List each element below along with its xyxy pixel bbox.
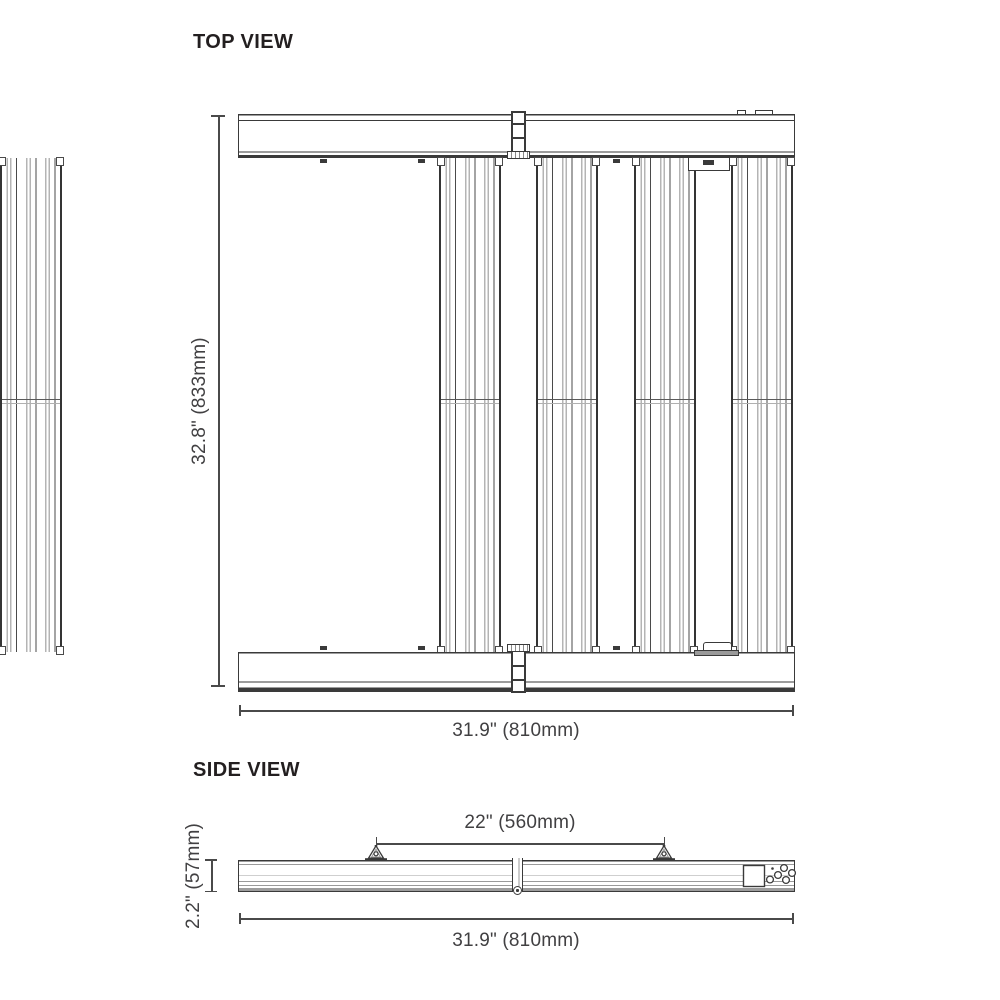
mounting-dot: [418, 159, 425, 163]
control-button: [783, 877, 790, 884]
center-joint-bracket-icon: [511, 652, 526, 693]
mounting-dot: [613, 646, 620, 650]
dimension-tick: [239, 705, 241, 716]
control-button: [775, 872, 782, 879]
height-dimension-line: [218, 116, 220, 686]
rail-tab: [737, 110, 746, 115]
mounting-dot: [418, 646, 425, 650]
display-screen: [744, 866, 765, 887]
dimension-tick: [239, 913, 241, 924]
top-view-title: TOP VIEW: [193, 31, 294, 53]
led-bar: [0, 158, 62, 652]
center-joint-bracket-icon: [511, 111, 526, 152]
bar-mount-cap: [729, 157, 795, 164]
mounting-dot: [613, 159, 620, 163]
mounting-dot: [320, 646, 327, 650]
side-view-height-label: 2.2" (57mm): [183, 822, 204, 930]
side-width-dimension-line: [239, 918, 793, 920]
dimension-tick: [792, 913, 794, 924]
control-button: [781, 865, 788, 872]
connector-mark: [703, 160, 714, 165]
dimension-tick: [211, 115, 225, 117]
dimension-tick: [205, 891, 217, 893]
rail-tab: [755, 110, 773, 115]
mounting-dot: [320, 159, 327, 163]
bar-mount-cap: [534, 157, 600, 164]
bar-mount-cap: [0, 157, 64, 164]
side-view-title: SIDE VIEW: [193, 759, 300, 781]
dimension-tick: [211, 685, 225, 687]
top-view-height-label: 32.8" (833mm): [189, 337, 210, 465]
side-height-dimension-line: [211, 860, 213, 892]
side-view-width-label: 31.9" (810mm): [452, 930, 580, 951]
led-bar: [731, 158, 793, 652]
driver-box: [688, 157, 730, 171]
hanger-spacing-dimension-line: [376, 843, 664, 845]
dimension-tick: [792, 705, 794, 716]
control-button: [767, 876, 774, 883]
indicator-dot: [771, 867, 774, 870]
driver-box-base: [694, 650, 739, 656]
control-button: [789, 870, 796, 877]
hanger-spacing-label: 22" (560mm): [464, 812, 576, 833]
led-bar: [634, 158, 696, 652]
joint-bolt-icon: [513, 886, 522, 895]
hanger-eyelet-icon: [653, 845, 675, 861]
dimension-tick: [205, 859, 217, 861]
bar-mount-cap: [437, 157, 503, 164]
top-view-width-label: 31.9" (810mm): [452, 720, 580, 741]
hanger-eyelet-icon: [365, 845, 387, 861]
bar-mount-cap: [0, 646, 64, 653]
control-panel: [738, 860, 800, 892]
led-bar: [536, 158, 598, 652]
bracket-foot: [507, 644, 530, 652]
bracket-foot: [507, 151, 530, 159]
width-dimension-line: [239, 710, 793, 712]
led-bar: [439, 158, 501, 652]
